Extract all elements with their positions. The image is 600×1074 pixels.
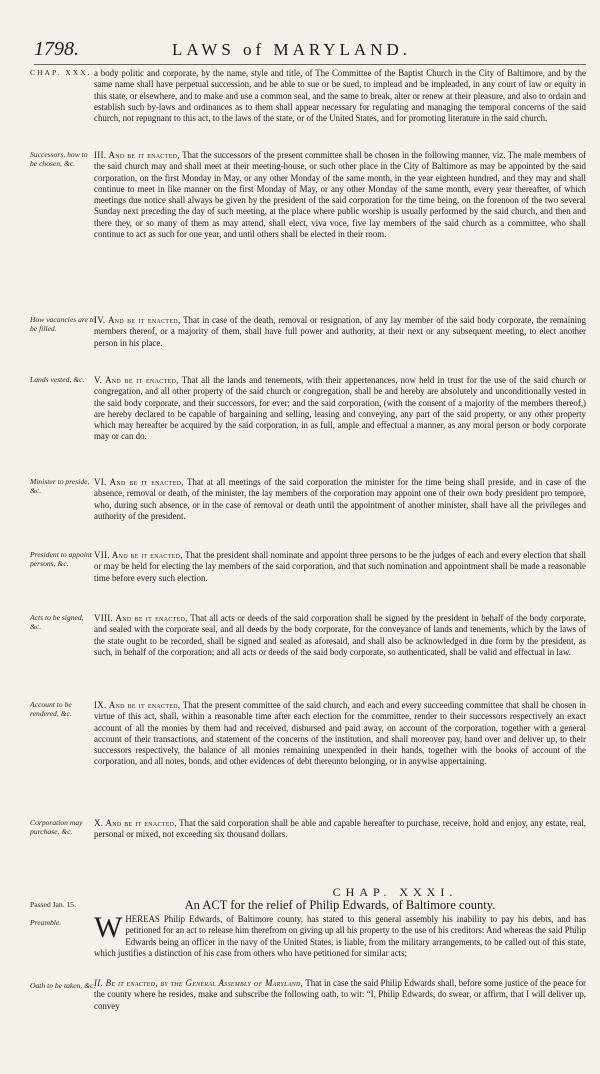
margin-note: Successors, how to be chosen, &c. — [30, 150, 88, 168]
page-year: 1798. — [34, 38, 79, 60]
page-header — [0, 38, 600, 64]
section-text: X. And be it enacted, That the said corporation shall be able and capable hereafter to purchase, receive, hold and enjoy, any estate, real, personal or mixed, not exceeding six thousand dollars. — [94, 818, 587, 840]
act-title: An ACT for the relief of Philip Edwards, of Baltimore county. — [184, 898, 496, 912]
margin-note: Minister to preside, &c. — [30, 477, 90, 495]
section-text: VII. And be it enacted, That the president shall nominate and appoint three persons to be the judges of each and every election that shall or may be held for electing the lay members of the said corporation, and that such nomination and appointment shall be made a reasonable time before every such election. — [94, 550, 587, 583]
chapter-heading: CHAP. XXXI. — [332, 885, 458, 899]
margin-note: President to appoint persons, &c. — [30, 550, 92, 568]
oath-note: Oath to be taken, &c. — [30, 981, 96, 990]
margin-note: How vacancies are to be filled. — [30, 315, 96, 333]
preamble-text: WHEREAS Philip Edwards, of Baltimore county, has stated to this general assembly his inability to pay his debts, and has petitioned for an act to release him therefrom on giving up all his property to the use of his creditors: And whereas the said Philip Edwards being an officer in the navy of the United States, is liable, from the military arrangements, to be called out of this state, which justifies a distinction of his case from others who have petitioned for similar acts; — [94, 911, 586, 958]
margin-note: Corporation may purchase, &c. — [30, 818, 83, 836]
section-text: VIII. And be it enacted, That all acts or deeds of the said corporation shall be signed by the president in behalf of the body corporate, and sealed with the corporate seal, and all deeds by the body corporate, for the conveyance of lands and tenements, which by the laws of the state ought to be recorded, shall be signed and sealed as aforesaid, and shall also be acknowledged in due form by the president, as such, in behalf of the corporation; and all acts or deeds of the said body corporate, so authenticated, shall be valid and effectual in law. — [94, 613, 587, 657]
margin-note: Account to be rendered, &c. — [30, 700, 72, 718]
section-text: VI. And be it enacted, That at all meetings of the said corporation the minister for the time being shall preside, and in case of the absence, removal or death, of the minister, the lay members of the corporation may appoint one of their own body president pro tempore, who, during such absence, or in the case of removal or death until the appointment of another minister, shall have all the privileges and authority of the president. — [94, 477, 586, 521]
margin-note: Acts to be signed, &c. — [30, 613, 84, 631]
section-text: IX. And be it enacted, That the present committee of the said church, and each and every succeeding committee that shall be chosen in virtue of this act, shall, within a reasonable time after each election for the committee, render to their successors respectively an exact account of all the monies by them had and received, disbursed and paid away, on account of the corporation, together with a general account of their transactions, and statement of the concerns of the institution, and shall moreover pay, hand over and deliver up, to their successors respectively, the balance of all monies remaining unexpended in their hands, together with the books of account of the corporation, and all notes, bonds, and other evidences of debt thereunto belonging, or in anywise appertaining. — [94, 700, 586, 767]
section-text: III. And be it enacted, That the successors of the present committee shall be chosen in the following manner, viz. The male members of the said church may and shall meet at their meeting-house, or such other place in the City of Baltimore as may be appointed by the said corporation, on the first Monday in May, or any other Monday of the same month, in the year eighteen hundred, and they may and shall continue to meet in like manner on the first Monday of May, or any other Monday of the same month, every year thereafter, of which meetings due notice shall always be given by the president of the said corporation for the time being, on the forenoon of the two several Sunday next preceding the day of such meeting, at the place where public worship is usually performed by the said church, and then and there they, or so many of them as may attend, shall elect, viva voce, five lay members of the said church as a committee, who shall continue to act as such for one year, and until others shall be elected in their room. — [94, 150, 586, 240]
running-title: LAWS of MARYLAND. — [172, 40, 411, 59]
preamble-note: Preamble. — [30, 918, 62, 927]
section-text: IV. And be it enacted, That in case of the death, removal or resignation, of any lay member of the said body corporate, the remaining members thereof, or a majority of them, shall have full power and authority, at their next or any subsequent meeting, to elect another person in his place. — [94, 315, 586, 348]
drop-cap: W — [94, 911, 123, 944]
section-text: V. And be it enacted, That all the lands and tenements, with their appertenances, now held in trust for the use of the said church or congregation, and all other property of the said church or congregation, shall be and hereby are absolutely and unconditionally vested in the said body corporate, and their successors, for ever; and the said corporation, (with the consent of a majority of the members thereof,) are hereby declared to be capable of bargaining and selling, leasing and conveying, any part of the said property, or any other property which may hereafter be acquired by the said corporation, in as full, ample and effectual a manner, as any moral person or body corporate may or can do. — [94, 375, 586, 442]
passed-date-note: Passed Jan. 15. — [30, 900, 76, 909]
header-rule — [34, 64, 586, 65]
section-text: a body politic and corporate, by the name, style and title, of The Committee of the Baptist Church in the City of Baltimore, and by the same name shall have perpetual succession, and be able to sue or be sued, to implead and be impleaded, in any court of law or equity in this state, or elsewhere, and to make and use a common seal, and the same to break, alter or renew at their pleasure, and also to ordain and establish such by-laws and ordinances as to them shall appear necessary for regulating and managing the temporal concerns of the said church, not repugnant to this act, to the laws of the state, or of the United States, and for promoting literature in the said church. — [94, 68, 586, 124]
margin-note: Lands vested, &c. — [30, 375, 85, 384]
chapter-margin-label: CHAP. XXX. — [30, 68, 92, 77]
section-2-text: II. Be it enacted, by the General Assembly of Maryland, That in case the said Philip Edwards shall, before some justice of the peace for the county where he resides, make and subscribe the following oath, to wit: “I, Philip Edwards, do swear, or affirm, that I will deliver up, convey — [94, 978, 586, 1011]
